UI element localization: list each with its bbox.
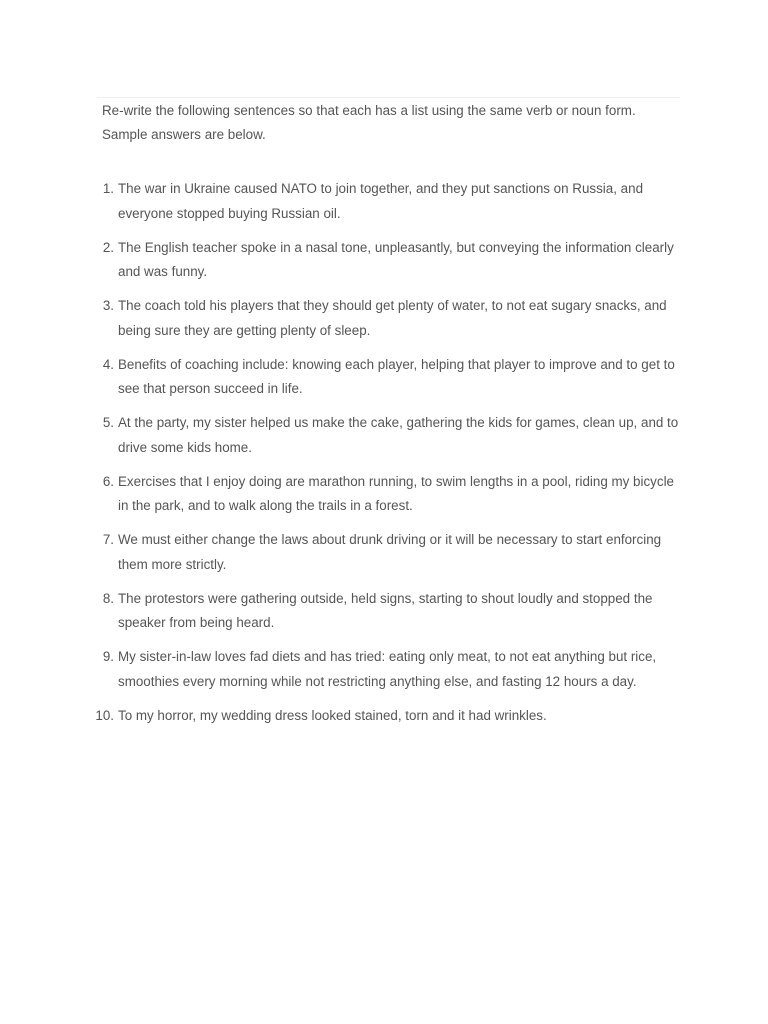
item-number: 7.: [102, 532, 114, 547]
item-number: 10.: [95, 707, 114, 723]
sentence-list: [95, 177, 683, 738]
list-item: [102, 294, 683, 343]
list-item: [102, 353, 683, 402]
list-item: [102, 177, 683, 226]
item-text: Exercises that I enjoy doing are marathon running, to swim lengths in a pool, riding my bicycle in the park, and to walk along the trails in a forest.: [118, 473, 674, 513]
item-number: 6.: [102, 473, 114, 489]
list-item: [102, 470, 683, 519]
item-number: 8.: [102, 590, 114, 606]
item-number: 9.: [102, 649, 114, 664]
item-number: 1.: [102, 181, 114, 196]
item-text: The English teacher spoke in a nasal tone, unpleasantly, but conveying the information clearly and was funny.: [118, 239, 674, 279]
instructions-block: [102, 99, 682, 147]
item-text: We must either change the laws about drunk driving or it will be necessary to start enforcing them more strictly.: [118, 532, 662, 572]
top-divider: [97, 97, 680, 98]
list-item: [102, 236, 683, 285]
instructions-text: Re-write the following sentences so that each has a list using the same verb or noun form.: [102, 103, 636, 118]
list-item: [102, 587, 683, 636]
item-text: The war in Ukraine caused NATO to join together, and they put sanctions on Russia, and everyone stopped buying Russian oil.: [118, 181, 644, 221]
item-number: 3.: [102, 298, 114, 313]
list-item: [102, 645, 683, 694]
item-text: The protestors were gathering outside, held signs, starting to shout loudly and stopped the speaker from being heard.: [118, 590, 653, 630]
item-number: 4.: [102, 356, 114, 372]
item-text: Benefits of coaching include: knowing each player, helping that player to improve and to get to see that person succeed in life.: [118, 356, 675, 396]
item-text: At the party, my sister helped us make the cake, gathering the kids for games, clean up, and to drive some kids home.: [118, 415, 679, 455]
list-item: [102, 411, 683, 460]
list-item: [102, 528, 683, 577]
item-number: 5.: [102, 415, 114, 430]
item-text: My sister-in-law loves fad diets and has tried: eating only meat, to not eat anything but rice, smoothies every morning while not restricting anything else, and fasting 12 hours a day.: [118, 649, 657, 689]
item-text: To my horror, my wedding dress looked stained, torn and it had wrinkles.: [118, 707, 547, 723]
item-number: 2.: [102, 239, 114, 255]
sample-answers-note: Sample answers are below.: [102, 127, 266, 142]
list-item: [95, 704, 683, 729]
item-text: The coach told his players that they should get plenty of water, to not eat sugary snacks, and being sure they are getting plenty of sleep.: [118, 298, 667, 338]
